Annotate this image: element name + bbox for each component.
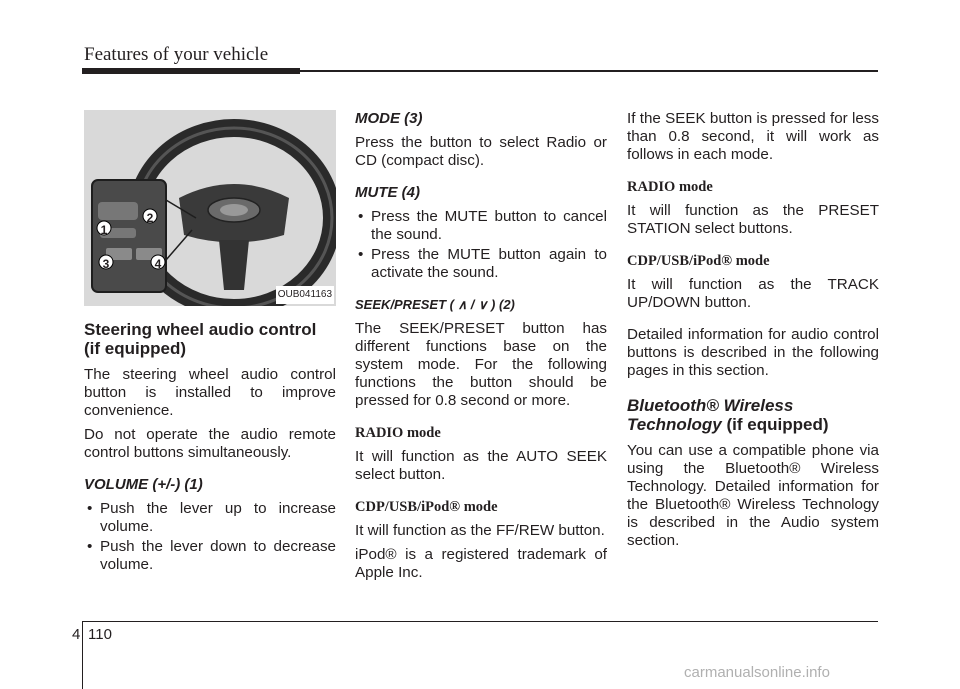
list-item: • Push the lever up to increase volume. (84, 500, 336, 536)
mode-text: Press the button to select Radio or CD (compact disc). (355, 134, 607, 169)
cdp-mode-text: It will function as the TRACK UP/DOWN button. (627, 276, 879, 311)
cdp-mode-heading: CDP/USB/iPod® mode (355, 499, 498, 515)
mute-heading: MUTE (4) (355, 184, 420, 201)
radio-mode-text: It will function as the AUTO SEEK select button. (355, 448, 607, 483)
footer-divider (82, 622, 83, 689)
figure-caption: OUB041163 (276, 286, 334, 304)
seek-text: The SEEK/PRESET button has different functions base on the system mode. For the following functions the button should be pressed for 0.8 second or more. (355, 320, 607, 409)
chapter-number: 4 (72, 626, 81, 643)
callout-4: 4 (154, 257, 162, 271)
bluetooth-heading (627, 396, 879, 434)
ipod-trademark-text: iPod® is a registered trademark of Apple Inc. (355, 546, 607, 581)
callout-1: 1 (100, 223, 108, 237)
list-item: • Press the MUTE button again to activate the sound. (355, 246, 607, 282)
list-item: • Push the lever down to decrease volume. (84, 538, 336, 574)
section-heading: Steering wheel audio control (if equipped) (84, 320, 317, 358)
mode-heading: MODE (3) (355, 110, 423, 127)
column-1 (84, 110, 336, 576)
callout-2: 2 (146, 211, 154, 225)
radio-mode-text: It will function as the PRESET STATION select buttons. (627, 202, 879, 237)
intro-paragraph: The steering wheel audio control button is installed to improve convenience. (84, 366, 336, 419)
seek-short-intro: If the SEEK button is pressed for less than 0.8 second, it will work as follows in each mode. (627, 110, 879, 163)
cdp-mode-text: It will function as the FF/REW button. (355, 522, 605, 539)
steering-wheel-illustration (84, 110, 336, 306)
steering-wheel-figure (84, 110, 336, 306)
warning-paragraph: Do not operate the audio remote control buttons simultaneously. (84, 426, 336, 461)
radio-mode-heading: RADIO mode (627, 179, 713, 195)
header-rule-thin (300, 70, 878, 72)
page-header-title: Features of your vehicle (84, 44, 269, 65)
header-rule-thick (82, 68, 300, 74)
bluetooth-text: You can use a compatible phone via using the Bluetooth® Wireless Technology. Detailed information for the Bluetooth® Wireless Technology is described in the Audio system section. (627, 442, 879, 549)
cdp-mode-heading: CDP/USB/iPod® mode (627, 253, 770, 269)
page-number: 110 (88, 626, 112, 643)
callout-3: 3 (102, 257, 110, 271)
column-2 (355, 110, 607, 588)
watermark-text: carmanualsonline.info (684, 664, 830, 681)
bluetooth-heading-italic: Bluetooth® Wireless Technology (627, 396, 794, 434)
bluetooth-heading-plain: (if equipped) (726, 415, 829, 434)
radio-mode-heading: RADIO mode (355, 425, 441, 441)
detail-text: Detailed information for audio control buttons is described in the following pages in this section. (627, 326, 879, 379)
column-3 (627, 110, 879, 556)
seek-heading: SEEK/PRESET ( ∧ / ∨ ) (2) (355, 297, 515, 312)
volume-heading: VOLUME (+/-) (1) (84, 476, 203, 493)
footer-rule (82, 621, 878, 622)
list-item: • Press the MUTE button to cancel the sound. (355, 208, 607, 244)
